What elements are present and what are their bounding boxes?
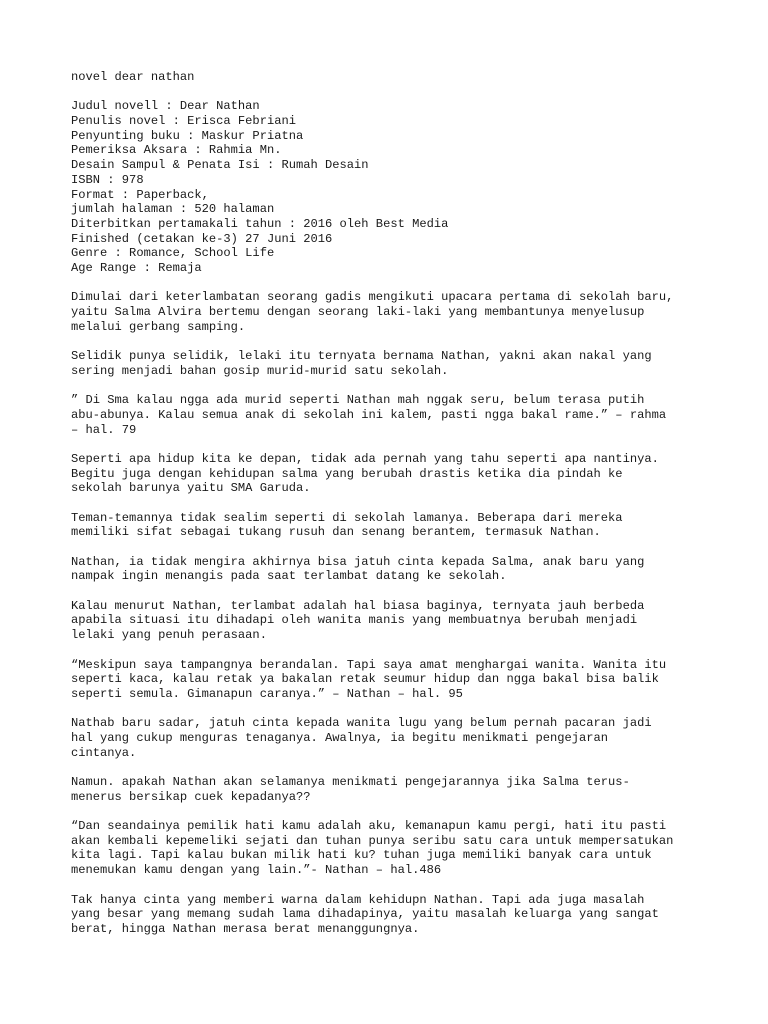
text-line: Nathab baru sadar, jatuh cinta kepada wanita lugu yang belum pernah pacaran jadi bbox=[71, 716, 652, 731]
meta-line-diterbitkan: Diterbitkan pertamakali tahun : 2016 oleh Best Media bbox=[71, 216, 449, 231]
text-line: apabila situasi itu dihadapi oleh wanita manis yang membuatnya berubah menjadi bbox=[71, 613, 638, 628]
text-line: melalui gerbang samping. bbox=[71, 319, 246, 334]
text-line: Nathan, ia tidak mengira akhirnya bisa jatuh cinta kepada Salma, anak baru yang bbox=[71, 554, 645, 569]
text-line: “Meskipun saya tampangnya berandalan. Tapi saya amat menghargai wanita. Wanita itu bbox=[71, 657, 667, 672]
document-page bbox=[71, 70, 761, 951]
text-line: abu-abunya. Kalau semua anak di sekolah ini kalem, pasti ngga bakal rame.” – rahma bbox=[71, 407, 667, 422]
paragraph-5 bbox=[71, 511, 761, 540]
text-line: nampak ingin menangis pada saat terlambat datang ke sekolah. bbox=[71, 569, 507, 584]
title-line: novel dear nathan bbox=[71, 70, 195, 84]
quote-nathan-486 bbox=[71, 819, 761, 878]
meta-line-pemeriksa: Pemeriksa Aksara : Rahmia Mn. bbox=[71, 143, 282, 158]
meta-line-judul: Judul novell : Dear Nathan bbox=[71, 99, 260, 114]
text-line: berat, hingga Nathan merasa berat menanggungnya. bbox=[71, 921, 420, 936]
paragraph-6 bbox=[71, 555, 761, 584]
text-line: yang besar yang memang sudah lama dihadapinya, yaitu masalah keluarga yang sangat bbox=[71, 907, 659, 922]
text-line: ” Di Sma kalau ngga ada murid seperti Nathan mah nggak seru, belum terasa putih bbox=[71, 393, 645, 408]
document-title bbox=[71, 70, 761, 85]
text-line: Dimulai dari keterlambatan seorang gadis mengikuti upacara pertama di sekolah baru, bbox=[71, 290, 674, 305]
meta-line-format: Format : Paperback, bbox=[71, 187, 209, 202]
meta-line-isbn: ISBN : 978 bbox=[71, 172, 144, 187]
paragraph-2 bbox=[71, 349, 761, 378]
text-line: Namun. apakah Nathan akan selamanya menikmati pengejarannya jika Salma terus- bbox=[71, 775, 630, 789]
text-line: – hal. 79 bbox=[71, 422, 137, 437]
text-line: lelaki yang penuh perasaan. bbox=[71, 628, 267, 643]
text-line: menerus bersikap cuek kepadanya?? bbox=[71, 789, 311, 804]
text-line: memiliki sifat sebagai tukang rusuh dan senang berantem, termasuk Nathan. bbox=[71, 525, 601, 540]
meta-line-halaman: jumlah halaman : 520 halaman bbox=[71, 202, 275, 217]
paragraph-12 bbox=[71, 893, 761, 937]
text-line: sering menjadi bahan gosip murid-murid satu sekolah. bbox=[71, 363, 449, 378]
paragraph-4 bbox=[71, 452, 761, 496]
paragraph-7 bbox=[71, 599, 761, 643]
text-line: Begitu juga dengan kehidupan salma yang berubah drastis ketika dia pindah ke bbox=[71, 466, 623, 481]
text-line: seperti semula. Gimanapun caranya.” – Nathan – hal. 95 bbox=[71, 686, 463, 701]
text-line: Teman-temannya tidak sealim seperti di sekolah lamanya. Beberapa dari mereka bbox=[71, 510, 623, 525]
text-line: akan kembali kepemeliki sejati dan tuhan punya seribu satu cara untuk mempersatukan bbox=[71, 833, 674, 848]
quote-rahma bbox=[71, 393, 761, 437]
paragraph-1 bbox=[71, 290, 761, 334]
text-line: cintanya. bbox=[71, 745, 137, 760]
paragraph-10 bbox=[71, 775, 761, 804]
text-line: “Dan seandainya pemilik hati kamu adalah aku, kemanapun kamu pergi, hati itu pasti bbox=[71, 819, 667, 834]
meta-line-finished: Finished (cetakan ke-3) 27 Juni 2016 bbox=[71, 231, 333, 246]
text-line: sekolah barunya yaitu SMA Garuda. bbox=[71, 481, 311, 496]
text-line: Kalau menurut Nathan, terlambat adalah hal biasa baginya, ternyata jauh berbeda bbox=[71, 598, 645, 613]
meta-line-penyunting: Penyunting buku : Maskur Priatna bbox=[71, 128, 304, 143]
text-line: Selidik punya selidik, lelaki itu ternyata bernama Nathan, yakni akan nakal yang bbox=[71, 349, 652, 364]
text-line: yaitu Salma Alvira bertemu dengan seorang laki-laki yang membantunya menyelusup bbox=[71, 305, 645, 319]
paragraph-9 bbox=[71, 716, 761, 760]
text-line: Tak hanya cinta yang memberi warna dalam kehidupn Nathan. Tapi ada juga masalah bbox=[71, 892, 645, 907]
meta-line-genre: Genre : Romance, School Life bbox=[71, 246, 275, 261]
text-line: kita lagi. Tapi kalau bukan milik hati ku? tuhan juga memiliki banyak cara untuk bbox=[71, 848, 652, 863]
text-line: Seperti apa hidup kita ke depan, tidak ada pernah yang tahu seperti apa nantinya. bbox=[71, 451, 659, 466]
text-line: menemukan kamu dengan yang lain.”- Nathan – hal.486 bbox=[71, 863, 442, 878]
meta-line-desain: Desain Sampul & Penata Isi : Rumah Desain bbox=[71, 158, 369, 173]
text-line: hal yang cukup menguras tenaganya. Awalnya, ia begitu menikmati pengejaran bbox=[71, 730, 609, 745]
meta-line-age-range: Age Range : Remaja bbox=[71, 260, 202, 275]
quote-nathan-95 bbox=[71, 658, 761, 702]
meta-line-penulis: Penulis novel : Erisca Febriani bbox=[71, 114, 296, 129]
text-line: seperti kaca, kalau retak ya bakalan retak seumur hidup dan ngga bakal bisa balik bbox=[71, 672, 659, 687]
book-metadata bbox=[71, 99, 761, 275]
